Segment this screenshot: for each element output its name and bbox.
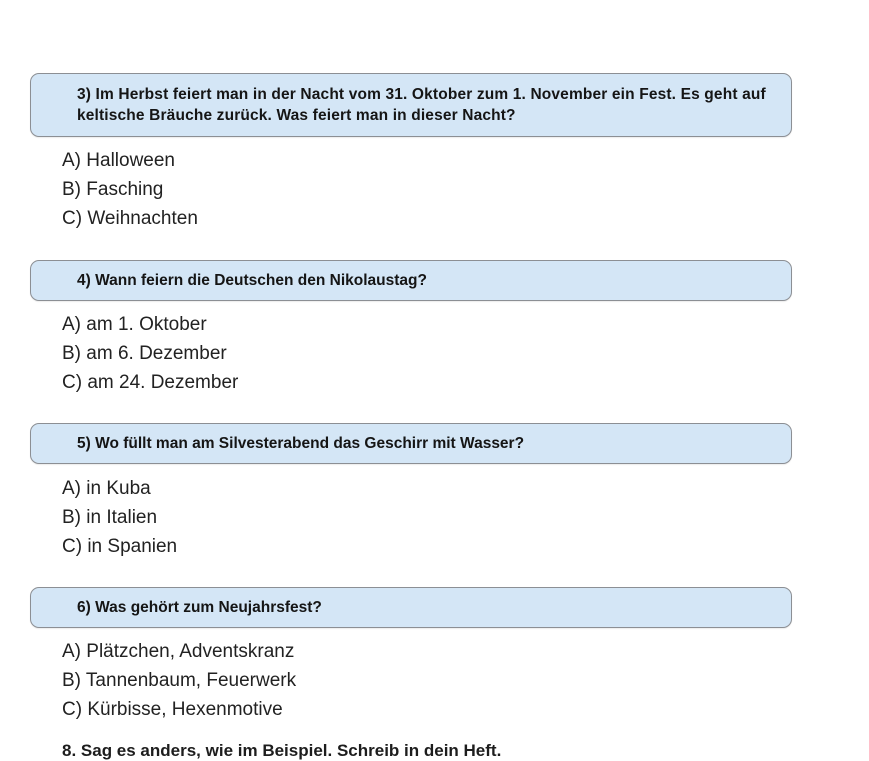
answer-option: B) am 6. Dezember [62, 343, 227, 364]
answer-list-3 [62, 146, 198, 233]
question-text-3: 3) Im Herbst feiert man in der Nacht vom 31. Oktober zum 1. November ein Fest. Es geht auf keltische Bräuche zurück. Was feiert man in dieser Nacht? [77, 86, 766, 124]
next-section-heading: 8. Sag es anders, wie im Beispiel. Schreib in dein Heft. [62, 741, 502, 760]
answer-option: A) in Kuba [62, 478, 151, 499]
question-text-4: 4) Wann feiern die Deutschen den Nikolaustag? [77, 272, 427, 289]
question-box-6 [30, 587, 792, 628]
question-box-4 [30, 260, 792, 301]
question-text-5: 5) Wo füllt man am Silvesterabend das Geschirr mit Wasser? [77, 435, 525, 452]
answer-option: C) Kürbisse, Hexenmotive [62, 699, 283, 720]
answer-list-6 [62, 637, 296, 724]
question-text-6: 6) Was gehört zum Neujahrsfest? [77, 599, 322, 616]
answer-option: A) Halloween [62, 150, 175, 171]
question-box-5 [30, 423, 792, 464]
answer-option: B) in Italien [62, 507, 158, 528]
answer-option: C) in Spanien [62, 536, 178, 557]
answer-option: A) am 1. Oktober [62, 314, 207, 335]
answer-option: B) Tannenbaum, Feuerwerk [62, 670, 297, 691]
answer-list-5 [62, 474, 177, 561]
answer-option: B) Fasching [62, 179, 164, 200]
answer-option: C) Weihnachten [62, 208, 198, 229]
answer-list-4 [62, 310, 238, 397]
question-box-3 [30, 73, 792, 137]
answer-option: A) Plätzchen, Adventskranz [62, 641, 295, 662]
answer-option: C) am 24. Dezember [62, 372, 239, 393]
